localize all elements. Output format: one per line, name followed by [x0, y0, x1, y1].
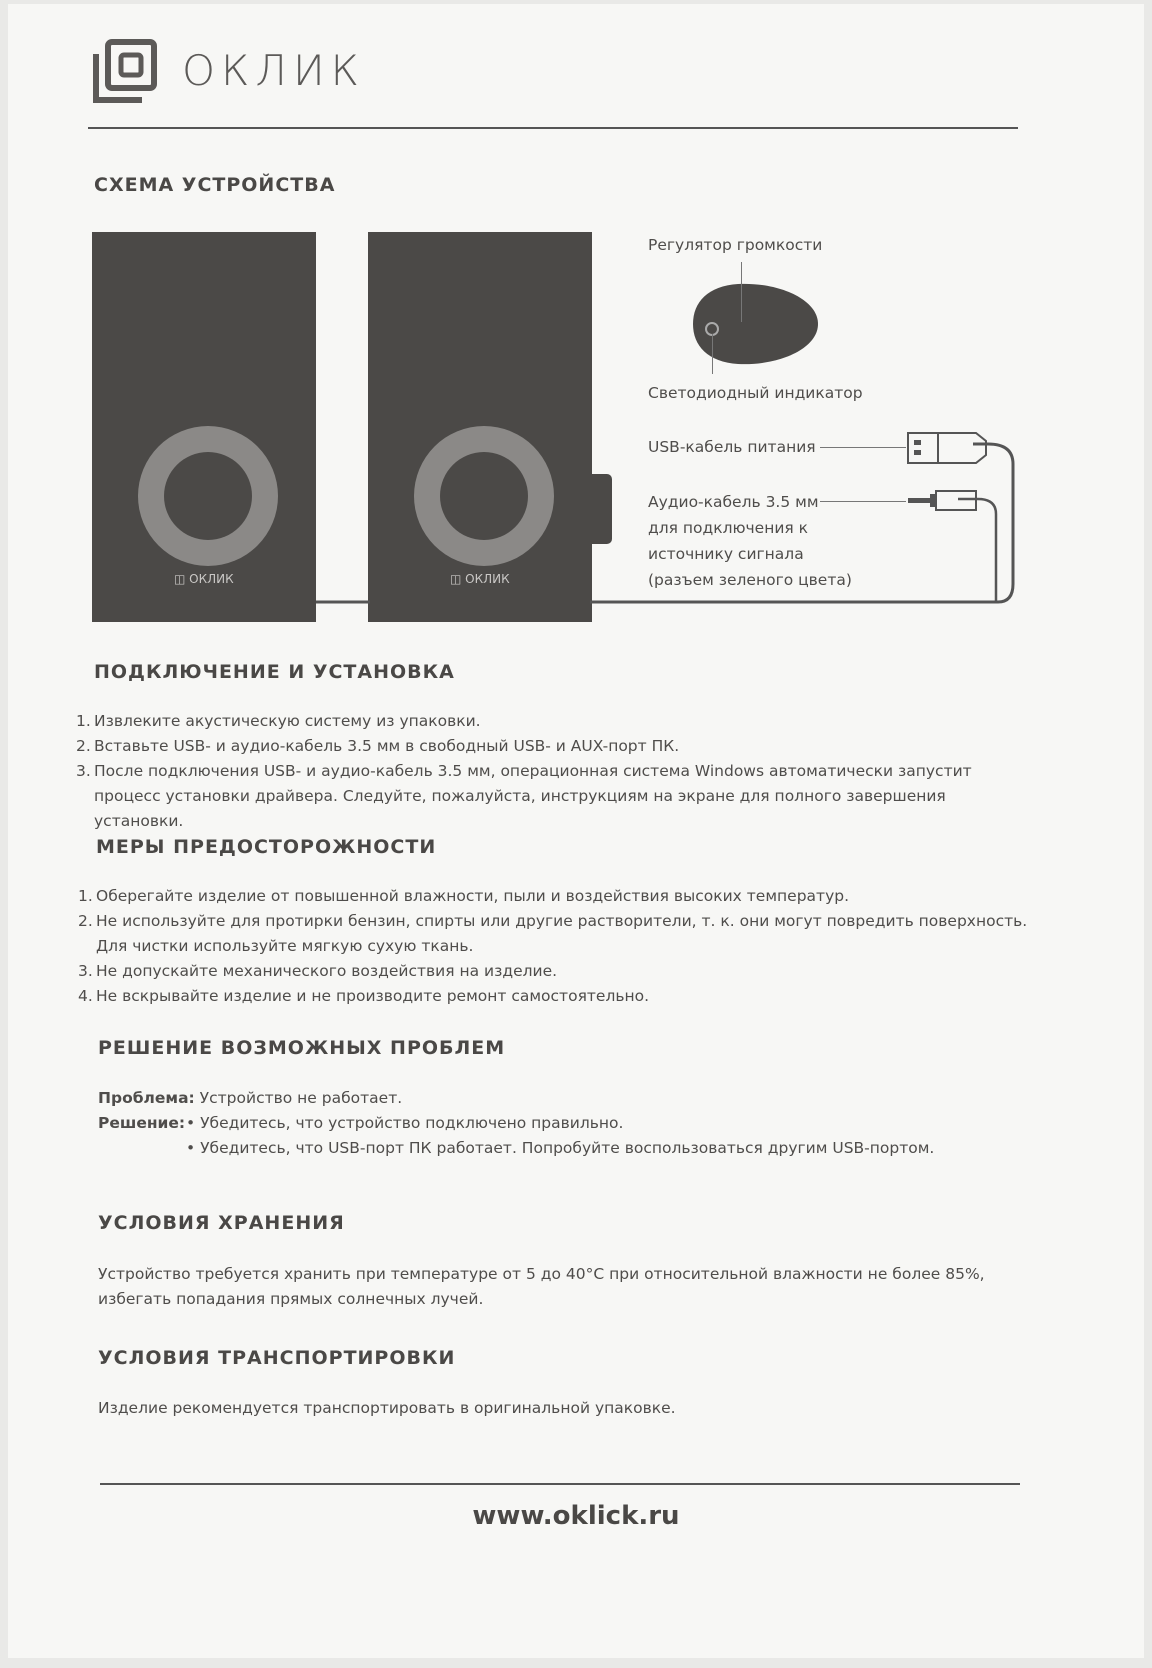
label-audio-1: Аудио-кабель 3.5 мм [648, 493, 819, 511]
header-divider [88, 127, 1018, 129]
problem-label: Проблема: [98, 1089, 195, 1107]
solution-label: Решение: [98, 1114, 186, 1132]
label-audio-4: (разъем зеленого цвета) [648, 571, 852, 589]
storage-heading: УСЛОВИЯ ХРАНЕНИЯ [98, 1212, 345, 1234]
speaker-right-logo: ◫ ОКЛИК [450, 572, 510, 586]
problem-row [98, 1086, 402, 1111]
install-heading: ПОДКЛЮЧЕНИЕ И УСТАНОВКА [94, 661, 455, 683]
brand-name: ОКЛИК [182, 46, 365, 95]
list-item: 1. Оберегайте изделие от повышенной влажности, пыли и воздействия высоких температур. [78, 887, 850, 905]
troubleshooting-heading: РЕШЕНИЕ ВОЗМОЖНЫХ ПРОБЛЕМ [98, 1037, 506, 1059]
audio-jack-icon [906, 487, 1006, 517]
volume-pointer-line [741, 262, 742, 322]
woofer-left [138, 426, 278, 566]
speaker-left [92, 232, 316, 622]
storage-text: Устройство требуется хранить при температуре от 5 до 40°С при относительной влажности не более 85%, избегать попадания прямых солнечных лучей. [98, 1265, 985, 1308]
list-item: 3. После подключения USB- и аудио-кабель 3.5 мм, операционная система Windows автоматически запустит процесс установки драйвера. Следуйте, пожалуйста, инструкциям на экране для полного завершения установки. [76, 762, 972, 830]
audio-pointer-line [820, 501, 906, 502]
label-led: Светодиодный индикатор [648, 384, 863, 402]
transport-heading: УСЛОВИЯ ТРАНСПОРТИРОВКИ [98, 1347, 456, 1369]
solution-item: • Убедитесь, что устройство подключено правильно. [186, 1114, 624, 1132]
speaker-left-logo: ◫ ОКЛИК [174, 572, 234, 586]
volume-control-icon [688, 274, 828, 374]
led-pointer-line [712, 334, 713, 374]
brand-logo [88, 34, 162, 108]
usb-pointer-line [820, 447, 906, 448]
website-link[interactable]: www.oklick.ru [472, 1501, 680, 1531]
logo-mark-icon: ◫ [450, 572, 466, 586]
install-list [76, 709, 1026, 834]
list-item: 4. Не вскрывайте изделие и не производите ремонт самостоятельно. [78, 987, 650, 1005]
label-volume: Регулятор громкости [648, 236, 823, 254]
list-item: 3. Не допускайте механического воздействия на изделие. [78, 962, 558, 980]
precautions-list [78, 884, 1028, 1009]
precautions-heading: МЕРЫ ПРЕДОСТОРОЖНОСТИ [96, 836, 437, 858]
list-item: 2. Вставьте USB- и аудио-кабель 3.5 мм в свободный USB- и AUX-порт ПК. [76, 737, 680, 755]
usb-plug-icon [906, 429, 1006, 469]
transport-text: Изделие рекомендуется транспортировать в оригинальной упаковке. [98, 1399, 676, 1417]
label-usb: USB-кабель питания [648, 438, 816, 456]
label-audio-3: источнику сигнала [648, 545, 804, 563]
logo-mark-icon: ◫ [174, 572, 190, 586]
problem-text: Устройство не работает. [199, 1089, 403, 1107]
logo-mark-icon [88, 34, 162, 108]
list-item: 1. Извлеките акустическую систему из упаковки. [76, 712, 481, 730]
footer-divider [100, 1483, 1020, 1485]
diagram-heading: СХЕМА УСТРОЙСТВА [94, 174, 336, 196]
label-audio-2: для подключения к [648, 519, 809, 537]
list-item: 2. Не используйте для протирки бензин, спирты или другие растворители, т. к. они могут повредить поверхность. Для чистки используйте мягкую сухую ткань. [78, 912, 1028, 955]
solution-item: • Убедитесь, что USB-порт ПК работает. Попробуйте воспользоваться другим USB-портом. [186, 1139, 935, 1157]
manual-page [8, 4, 1144, 1658]
